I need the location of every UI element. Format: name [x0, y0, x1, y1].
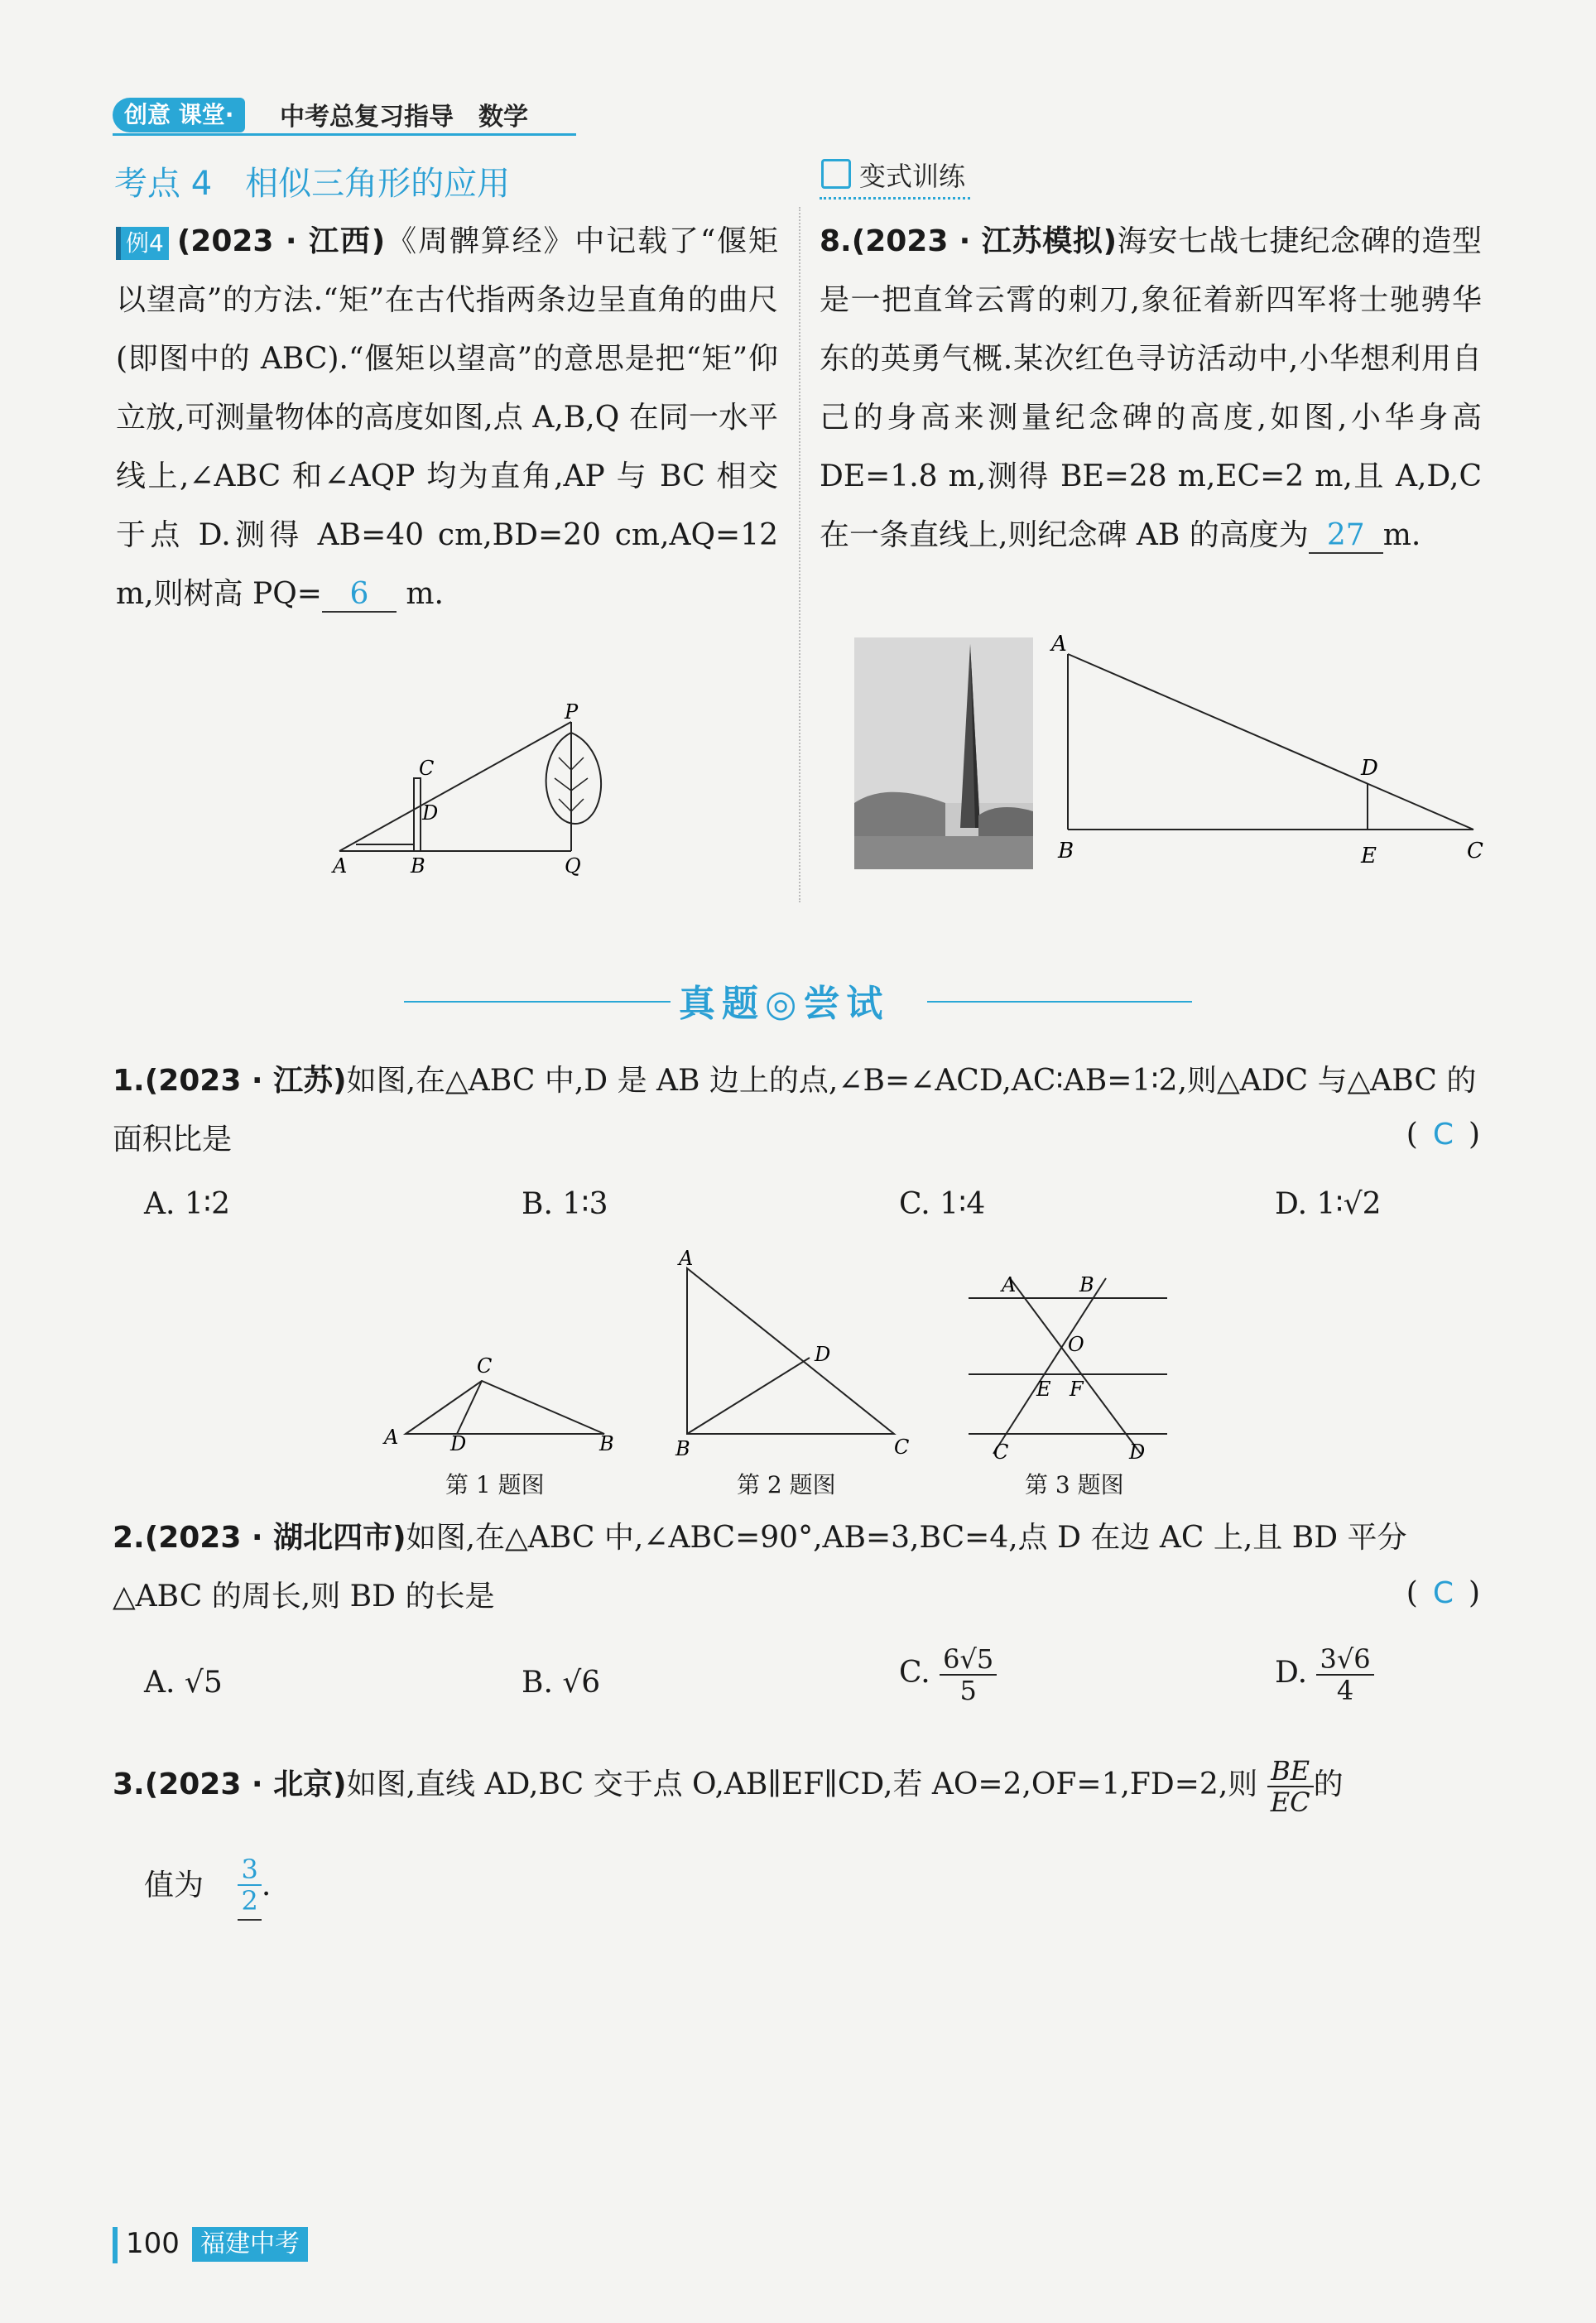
- fig-label-B: B: [1058, 839, 1074, 863]
- section-title: 考点 4 相似三角形的应用: [114, 165, 511, 203]
- fig2-label-A: A: [679, 1250, 694, 1270]
- banner-line-right: [927, 1001, 1192, 1003]
- q1-option-a: A. 1∶2: [144, 1187, 231, 1221]
- variation-text: 海安七战七捷纪念碑的造型是一把直耸云霄的刺刀,象征着新四军将士驰骋华东的英勇气概.某次红色寻访活动中,小华想利用自己的身高来测量纪念碑的高度,如图,小华身高 DE=1.8 m,测得 BE=28 m,EC=2 m,且 A,D,C 在一条直线上,则纪念碑 AB 的高度为: [820, 224, 1482, 552]
- question-3: [113, 1755, 1487, 1817]
- q2-option-a: A. √5: [144, 1666, 223, 1700]
- q2-option-d-fraction: [1316, 1644, 1373, 1705]
- banner-line-left: [404, 1001, 671, 1003]
- fig3-label-E: E: [1036, 1378, 1051, 1401]
- fig3-label-F: F: [1070, 1378, 1084, 1401]
- fig-label-C: C: [1467, 839, 1483, 863]
- q2-text: 如图,在△ABC 中,∠ABC=90°,AB=3,BC=4,点 D 在边 AC 上,且 BD 平分△ABC 的周长,则 BD 的长是: [113, 1521, 1407, 1614]
- fig2-label-C: C: [894, 1436, 910, 1459]
- figure-1: [381, 1341, 629, 1465]
- figure-3-caption: 第 3 题图: [1025, 1471, 1124, 1498]
- figure-2-caption: 第 2 题图: [737, 1471, 836, 1498]
- variation-title: 变式训练: [820, 156, 970, 200]
- q3-tail: 的: [1313, 1768, 1344, 1801]
- variation-answer: 27: [1309, 519, 1383, 554]
- fig-label-P: P: [565, 700, 579, 724]
- fig1-label-C: C: [477, 1354, 493, 1378]
- example-block: [116, 212, 778, 623]
- footer-bar: [113, 2227, 118, 2263]
- fig1-label-A: A: [384, 1426, 399, 1449]
- variation-number: 8.: [820, 224, 852, 258]
- fig3-label-B: B: [1079, 1273, 1094, 1296]
- header-title: 中考总复习指导 数学: [280, 103, 528, 132]
- fig3-label-C: C: [993, 1440, 1009, 1464]
- q3-fraction-num: BE: [1267, 1756, 1314, 1787]
- question-1: [113, 1051, 1487, 1169]
- q2-option-c-label: C.: [899, 1656, 930, 1690]
- fig2-label-B: B: [675, 1437, 690, 1460]
- q3-fraction-den: EC: [1270, 1787, 1310, 1818]
- example-figure: [323, 695, 621, 886]
- q3-line2: 值为: [144, 1868, 204, 1902]
- q2-option-c: [899, 1644, 997, 1705]
- q2-source: (2023 · 湖北四市): [144, 1521, 406, 1555]
- q2-number: 2.: [113, 1521, 145, 1555]
- q2-option-d-label: D.: [1275, 1656, 1308, 1690]
- monument-photo: [854, 637, 1033, 869]
- header-underline: [113, 133, 576, 136]
- footer-tag: 福建中考: [192, 2227, 308, 2262]
- q1-number: 1.: [113, 1064, 145, 1098]
- header-badge: 创意 课堂·: [113, 98, 245, 132]
- figure-2: [671, 1250, 919, 1465]
- q2-option-c-fraction: [940, 1644, 997, 1705]
- q1-option-b: B. 1∶3: [522, 1187, 608, 1221]
- figure-1-caption: 第 1 题图: [445, 1471, 545, 1498]
- variation-unit: m.: [1382, 518, 1421, 552]
- fig-label-D: D: [1361, 756, 1378, 781]
- q1-answer-paren: ( C ): [1406, 1118, 1480, 1152]
- q2-option-d-den: 4: [1336, 1675, 1354, 1706]
- figure-3: [960, 1267, 1175, 1465]
- example-answer: 6: [322, 578, 397, 613]
- q2-option-d: [1275, 1644, 1374, 1705]
- question-2: [113, 1508, 1487, 1626]
- column-divider: [799, 207, 800, 902]
- example-source: (2023 · 江西): [176, 224, 386, 258]
- question-3-line2: [144, 1854, 1518, 1921]
- q3-text: 如图,直线 AD,BC 交于点 O,AB∥EF∥CD,若 AO=2,OF=1,FD=2,则: [346, 1768, 1258, 1801]
- fig-label-Q: Q: [565, 854, 581, 878]
- fig1-label-B: B: [599, 1432, 614, 1455]
- q3-answer-den: 2: [241, 1885, 258, 1917]
- q2-option-c-num: 6√5: [940, 1644, 997, 1676]
- q3-number: 3.: [113, 1768, 145, 1801]
- page-number: 100: [126, 2227, 180, 2260]
- example-unit: m.: [406, 577, 444, 611]
- q3-end: .: [261, 1868, 272, 1902]
- variation-block: [820, 212, 1482, 565]
- q2-answer-paren: ( C ): [1406, 1576, 1480, 1610]
- fig-label-A: A: [1051, 632, 1067, 656]
- q1-option-c: C. 1∶4: [899, 1187, 986, 1221]
- fig-label-D: D: [422, 801, 439, 825]
- q3-answer-num: 3: [238, 1854, 261, 1886]
- q2-option-c-den: 5: [959, 1675, 977, 1706]
- fig3-label-A: A: [1002, 1273, 1017, 1296]
- q2-option-b: B. √6: [522, 1666, 601, 1700]
- fig3-label-O: O: [1068, 1333, 1084, 1356]
- q1-answer: C: [1432, 1118, 1454, 1152]
- fig-label-C: C: [419, 757, 435, 780]
- fig-label-B: B: [411, 854, 425, 878]
- fig1-label-D: D: [450, 1432, 467, 1455]
- example-tag: 例4: [116, 227, 169, 260]
- q2-answer: C: [1432, 1576, 1454, 1610]
- q1-source: (2023 · 江苏): [144, 1064, 347, 1098]
- variation-figure: [1043, 629, 1490, 878]
- fig3-label-D: D: [1129, 1440, 1146, 1464]
- fig2-label-D: D: [815, 1343, 831, 1366]
- q1-text: 如图,在△ABC 中,D 是 AB 边上的点,∠B=∠ACD,AC∶AB=1∶2,则△ADC 与△ABC 的面积比是: [113, 1064, 1477, 1157]
- banner-title: 真题◎尝试: [679, 983, 890, 1025]
- variation-source: (2023 · 江苏模拟): [851, 224, 1118, 258]
- fig-label-A: A: [333, 854, 348, 878]
- q3-fraction: [1267, 1756, 1314, 1817]
- example-text: 《周髀算经》中记载了“偃矩以望高”的方法.“矩”在古代指两条边呈直角的曲尺(即图中的 ABC).“偃矩以望高”的意思是把“矩”仰立放,可测量物体的高度如图,点 A,B,Q 在同一水平线上,∠ABC 和∠AQP 均为直角,AP 与 BC 相交于点 D.测得 AB=40 cm,BD=20 cm,AQ=12 m,则树高 PQ=: [116, 224, 778, 611]
- q3-answer: [238, 1854, 261, 1921]
- q1-option-d: D. 1∶√2: [1275, 1187, 1382, 1221]
- q3-source: (2023 · 北京): [144, 1768, 347, 1801]
- q2-option-d-num: 3√6: [1316, 1644, 1373, 1676]
- fig-label-E: E: [1361, 844, 1377, 868]
